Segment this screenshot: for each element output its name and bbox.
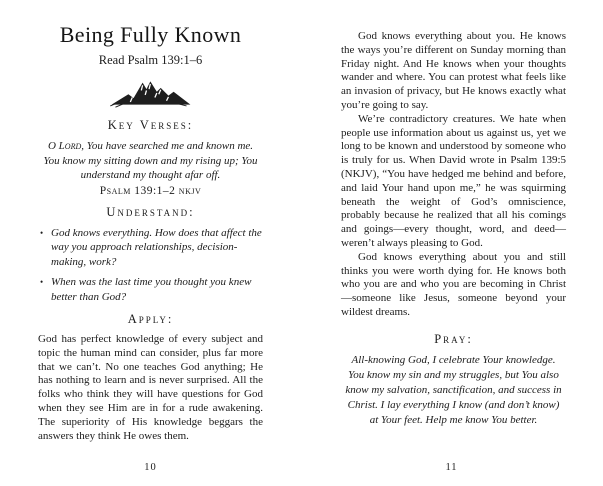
right-page xyxy=(301,0,602,486)
chapter-ornament xyxy=(38,77,263,109)
section-heading-apply: Apply: xyxy=(127,312,174,326)
apply-paragraph: God has perfect knowledge of every subject and topic the human mind can consider, plus far more that we can’t. No one teaches God anything; He has nothing to learn and is never surprised. All the folks who think they will have questions for God when they see Him are in for a rude awakening. The superiority of His knowledge beggars the answers they think He owes them. xyxy=(38,333,263,442)
understand-bullet: • God knows everything. How does that affect the way you approach relationships, decision-making, work? xyxy=(38,226,263,270)
body-paragraph: We’re contradictory creatures. We hate when people use information about us against us, yet we long to be known and understood by someone who is truly for us. When David wrote in Psalm 139:5 (NKJV), “You have hedged me behind and before, and laid Your hand upon me,” he was squirming beneath the weight of God’s omniscience, probably because he realized that all his comings and goings—every thought, word, and deed—weren’t always pleasing to God. xyxy=(341,112,566,249)
section-heading-key-verses: Key Verses: xyxy=(107,118,194,132)
section-heading-understand: Understand: xyxy=(106,204,195,219)
key-verse-text xyxy=(41,139,261,183)
page-subtitle: Read Psalm 139:1–6 xyxy=(98,53,203,67)
mountains-icon xyxy=(109,96,193,113)
body-paragraph: God knows everything about you and still thinks you were worth dying for. He knows both who you are and who you are becoming in Christ—someone like Jesus, someone beyond your wildest dreams. xyxy=(341,250,566,318)
page-number-left: 10 xyxy=(144,462,157,473)
verse-reference: Psalm 139:1–2 nkjv xyxy=(99,184,202,197)
understand-bullet: • When was the last time you thought you knew better than God? xyxy=(38,275,263,304)
body-paragraph: God knows everything about you. He knows the ways you’re different on Sunday morning than Friday night. And He knows when your thoughts wander and where. You can protest what feels like an invasion of privacy, but He knows exactly what you’re going to say. xyxy=(341,30,566,111)
verse-rest: , You have searched me and known me. You know my sitting down and my rising up; You understand my thought afar off. xyxy=(43,140,258,181)
verse-lord-smallcaps: Lord xyxy=(58,140,82,152)
left-page xyxy=(0,0,301,486)
page-title: Being Fully Known xyxy=(59,22,242,47)
understand-bullet-list xyxy=(38,226,263,305)
section-heading-pray: Pray: xyxy=(434,331,473,346)
prayer-text: All-knowing God, I celebrate Your knowledge. You know my sin and my struggles, but You also know my salvation, sanctification, and success in Christ. I lay everything I know (and don’t know) at Your feet. Help me know You better. xyxy=(345,353,562,426)
page-number-right: 11 xyxy=(445,462,458,473)
verse-lead: O xyxy=(47,140,59,152)
